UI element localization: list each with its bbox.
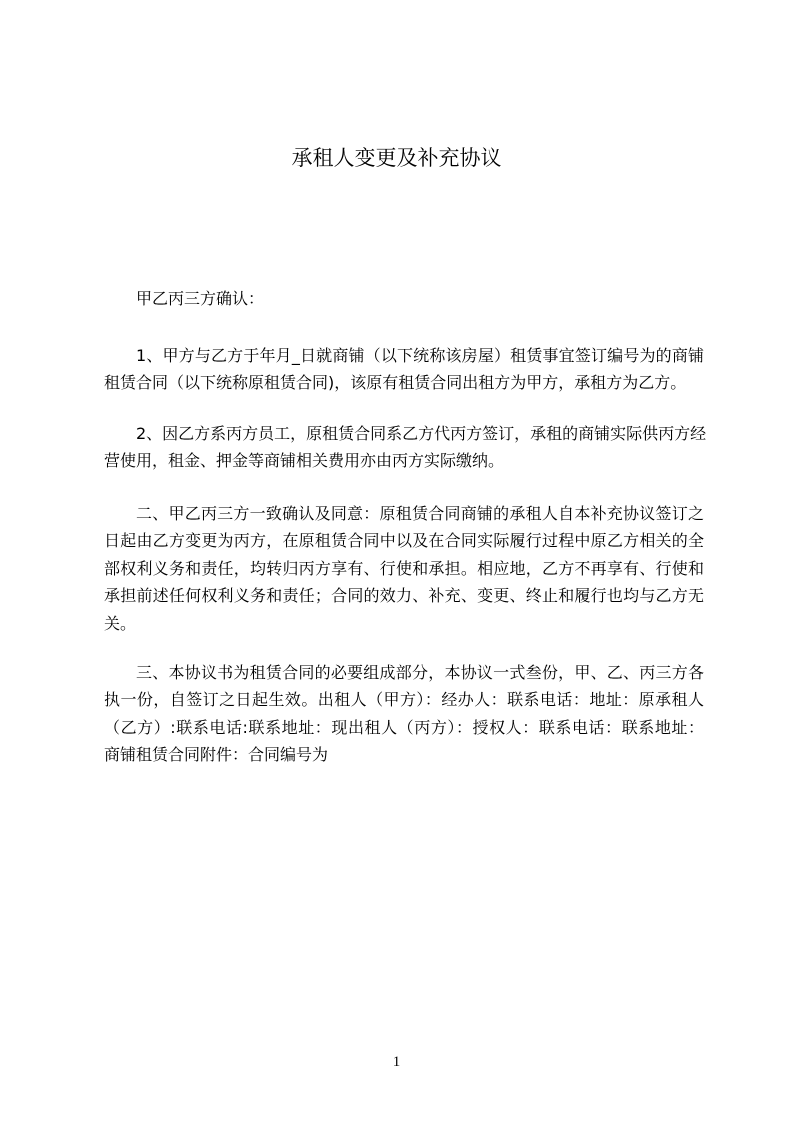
paragraph-line: 商铺租赁合同附件：合同编号为 <box>104 745 329 765</box>
paragraph-line: 部权利义务和责任，均转归丙方享有、行使和承担。相应地，乙方不再享有、行使和 <box>104 558 704 578</box>
paragraph-1 <box>104 342 704 397</box>
paragraph-line: 三、本协议书为租赁合同的必要组成部分，本协议一式叁份，甲、乙、丙三方各 <box>136 663 704 682</box>
paragraph-line: 营使用，租金、押金等商铺相关费用亦由丙方实际缴纳。 <box>104 451 505 471</box>
paragraph-3 <box>104 500 704 637</box>
intro-text: 甲乙丙三方确认： <box>136 289 265 308</box>
document-title: 承租人变更及补充协议 <box>291 146 502 170</box>
paragraph-line: 2、因乙方系丙方员工，原租赁合同系乙方代丙方签订，承租的商铺实际供丙方经 <box>136 424 707 443</box>
paragraph-4 <box>104 659 704 769</box>
paragraph-2 <box>104 420 707 475</box>
paragraph-line: 日起由乙方变更为丙方，在原租赁合同中以及在合同实际履行过程中原乙方相关的全 <box>104 531 704 551</box>
paragraph-line: 1、甲方与乙方于年月_日就商铺（以下统称该房屋）租赁事宜签订编号为的商铺 <box>136 346 704 365</box>
paragraph-line: 租赁合同（以下统称原租赁合同)，该原有租赁合同出租方为甲方，承租方为乙方。 <box>104 373 687 393</box>
paragraph-line: 关。 <box>104 613 137 633</box>
page-number: 1 <box>392 1054 401 1070</box>
paragraph-line: 二、甲乙丙三方一致确认及同意：原租赁合同商铺的承租人自本补充协议签订之 <box>136 504 704 523</box>
paragraph-line: 承担前述任何权利义务和责任；合同的效力、补充、变更、终止和履行也均与乙方无 <box>104 586 704 606</box>
paragraph-line: （乙方）:联系电话:联系地址：现出租人（丙方）：授权人：联系电话：联系地址： <box>104 717 704 737</box>
paragraph-line: 执一份，自签订之日起生效。出租人（甲方）：经办人：联系电话：地址：原承租人 <box>104 690 704 710</box>
